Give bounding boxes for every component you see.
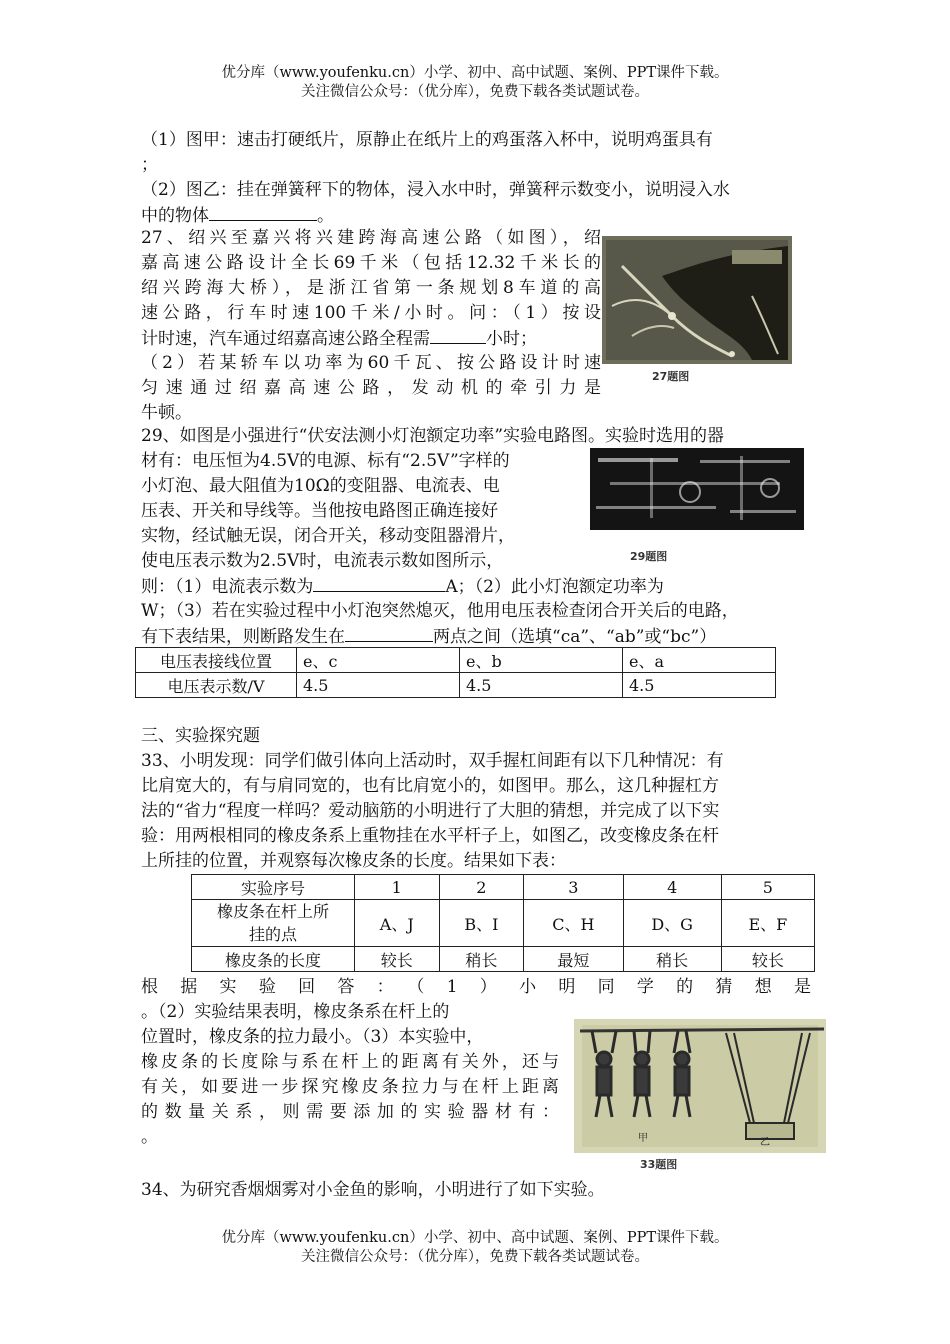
q33-answer-line-6: 的数量关系，则需要添加的实验器材有： [141, 1102, 559, 1122]
answer-blank[interactable] [430, 326, 486, 344]
header-line-2: 关注微信公众号：（优分库），免费下载各类试题试卷。 [301, 84, 649, 100]
question-26 [141, 128, 821, 228]
table-cell: 5 [721, 875, 814, 900]
q29-line-2: 材有：电压恒为4.5V的电源、标有“2.5V”字样的 [141, 451, 510, 471]
q27-line-8: 牛顿。 [141, 403, 192, 423]
figure-label-jia: 甲 [638, 1133, 648, 1144]
figure-33-caption: 33题图 [640, 1158, 678, 1171]
question-27 [141, 226, 601, 426]
table-cell: 电压表示数/V [136, 673, 297, 698]
q26-line-4 [141, 203, 821, 228]
table-cell: 稍长 [439, 947, 524, 972]
table-cell: 4.5 [623, 673, 776, 698]
table-cell: C、H [524, 900, 623, 947]
q29-text-2: A；（2）此小灯泡额定功率为 [445, 577, 664, 597]
page-footer [0, 1229, 950, 1267]
q26-text: 中的物体 [141, 206, 209, 226]
table-row [192, 947, 815, 972]
q33-line-5: 上所挂的位置，并观察每次橡皮条的长度。结果如下表： [141, 851, 566, 871]
q29-text: 则：（1）电流表示数为 [141, 577, 314, 597]
table-cell: B、I [439, 900, 524, 947]
q29-line-9 [141, 624, 821, 649]
q29-line-8: W；（3）若在实验过程中小灯泡突然熄灭，他用电压表检查闭合开关后的电路， [141, 601, 739, 621]
q29-line-6: 使电压表示数为2.5V时，电流表示数如图所示， [141, 551, 504, 571]
q33-answer-line-4: 橡皮条的长度除与系在杆上的距离有关外，还与 [141, 1052, 559, 1072]
table-cell: 2 [439, 875, 524, 900]
q26-text-end: 。 [317, 206, 334, 226]
q33-answer-line-2: 。（2）实验结果表明，橡皮条系在杆上的 [141, 1002, 450, 1022]
table-row [136, 673, 776, 698]
q27-line-4: 速公路，行车时速100千米/小时。问：（1）按设 [141, 303, 601, 323]
q29-line-4: 压表、开关和导线等。当他按电路图正确连接好 [141, 501, 498, 521]
table-cell: 稍长 [623, 947, 721, 972]
highway-map-figure [602, 236, 792, 364]
q27-text-end: 小时； [486, 329, 537, 349]
table-cell: 4.5 [297, 673, 460, 698]
table-cell: e、c [297, 648, 460, 673]
table-cell: 3 [524, 875, 623, 900]
table-cell: 橡皮条的长度 [192, 947, 355, 972]
circuit-figure [590, 448, 804, 530]
q34-line-1: 34、为研究香烟烟雾对小金鱼的影响，小明进行了如下实验。 [141, 1180, 605, 1200]
table-cell: 电压表接线位置 [136, 648, 297, 673]
q33-answer-line-1: 根据实验回答：（1）小明同学的猜想是 [141, 977, 811, 997]
q27-line-5 [141, 326, 601, 351]
q27-line-2: 嘉高速公路设计全长69千米（包括12.32千米长的 [141, 253, 601, 273]
q27-line-3: 绍兴跨海大桥），是浙江省第一条规划8车道的高 [141, 278, 601, 298]
pull-up-figure [574, 1019, 826, 1153]
table-cell: 较长 [355, 947, 440, 972]
table-cell: 较长 [721, 947, 814, 972]
q26-line-1: （1）图甲：速击打硬纸片，原静止在纸片上的鸡蛋落入杯中，说明鸡蛋具有 [141, 130, 713, 150]
table-row [136, 648, 776, 673]
q29-line-3: 小灯泡、最大阻值为10Ω的变阻器、电流表、电 [141, 476, 500, 496]
row-label: 挂的点 [248, 925, 297, 944]
q33-answer-line-5: 有关，如要进一步探究橡皮条拉力与在杆上距离 [141, 1077, 559, 1097]
table-cell: 最短 [524, 947, 623, 972]
footer-line-2: 关注微信公众号：（优分库），免费下载各类试题试卷。 [301, 1249, 649, 1265]
footer-line-1: 优分库（www.youfenku.cn）小学、初中、高中试题、案例、PPT课件下载。 [221, 1230, 729, 1246]
table-cell: A、J [355, 900, 440, 947]
q29-text-4: 两点之间（选填“ca”、“ab”或“bc”） [433, 627, 717, 647]
q29-line-5: 实物，经试触无误，闭合开关，移动变阻器滑片， [141, 526, 515, 546]
q27-line-6: （2）若某轿车以功率为60千瓦、按公路设计时速 [141, 353, 601, 373]
q29-text-3: 有下表结果，则断路发生在 [141, 627, 345, 647]
question-34 [141, 1178, 821, 1203]
figure-label-yi: 乙 [760, 1137, 770, 1148]
table-cell: e、a [623, 648, 776, 673]
q29-line-1: 29、如图是小强进行“伏安法测小灯泡额定功率”实验电路图。实验时选用的器 [141, 426, 725, 446]
table-cell: D、G [623, 900, 721, 947]
q27-line-7: 匀速通过绍嘉高速公路，发动机的牵引力是 [141, 378, 601, 398]
answer-blank[interactable] [209, 203, 317, 221]
table-cell [192, 900, 355, 947]
q33-line-4: 验：用两根相同的橡皮条系上重物挂在水平杆子上，如图乙，改变橡皮条在杆 [141, 826, 719, 846]
q27-line-1: 27、绍兴至嘉兴将兴建跨海高速公路（如图），绍 [141, 228, 601, 248]
row-label: 橡皮条在杆上所 [216, 902, 329, 921]
table-row [192, 900, 815, 947]
q27-text: 计时速，汽车通过绍嘉高速公路全程需 [141, 329, 430, 349]
table-cell: 实验序号 [192, 875, 355, 900]
table-cell: 1 [355, 875, 440, 900]
section-title: 三、实验探究题 [141, 726, 260, 746]
page-header [0, 64, 950, 102]
q33-answer-line-3: 位置时，橡皮条的拉力最小。（3）本实验中， [141, 1027, 484, 1047]
q33-line-3: 法的“省力“程度一样吗？爱动脑筋的小明进行了大胆的猜想，并完成了以下实 [141, 801, 720, 821]
table-cell: e、b [460, 648, 623, 673]
rubber-band-table [191, 874, 815, 972]
section-3 [141, 724, 821, 874]
answer-blank[interactable] [313, 574, 445, 592]
q33-line-2: 比肩宽大的，有与肩同宽的，也有比肩宽小的，如图甲。那么，这几种握杠方 [141, 776, 719, 796]
q33-line-1: 33、小明发现：同学们做引体向上活动时，双手握杠间距有以下几种情况：有 [141, 751, 724, 771]
voltage-table [135, 647, 776, 698]
q26-line-3: （2）图乙：挂在弹簧秤下的物体，浸入水中时，弹簧秤示数变小，说明浸入水 [141, 180, 730, 200]
table-cell: E、F [721, 900, 814, 947]
table-cell: 4.5 [460, 673, 623, 698]
table-row [192, 875, 815, 900]
q26-line-2: ； [141, 155, 158, 175]
q29-line-7 [141, 574, 821, 599]
figure-29-caption: 29题图 [630, 550, 668, 563]
header-line-1: 优分库（www.youfenku.cn）小学、初中、高中试题、案例、PPT课件下载。 [221, 65, 729, 81]
q33-answer-line-7: 。 [141, 1127, 158, 1147]
answer-blank[interactable] [345, 624, 433, 642]
figure-27-caption: 27题图 [652, 370, 690, 383]
table-cell: 4 [623, 875, 721, 900]
